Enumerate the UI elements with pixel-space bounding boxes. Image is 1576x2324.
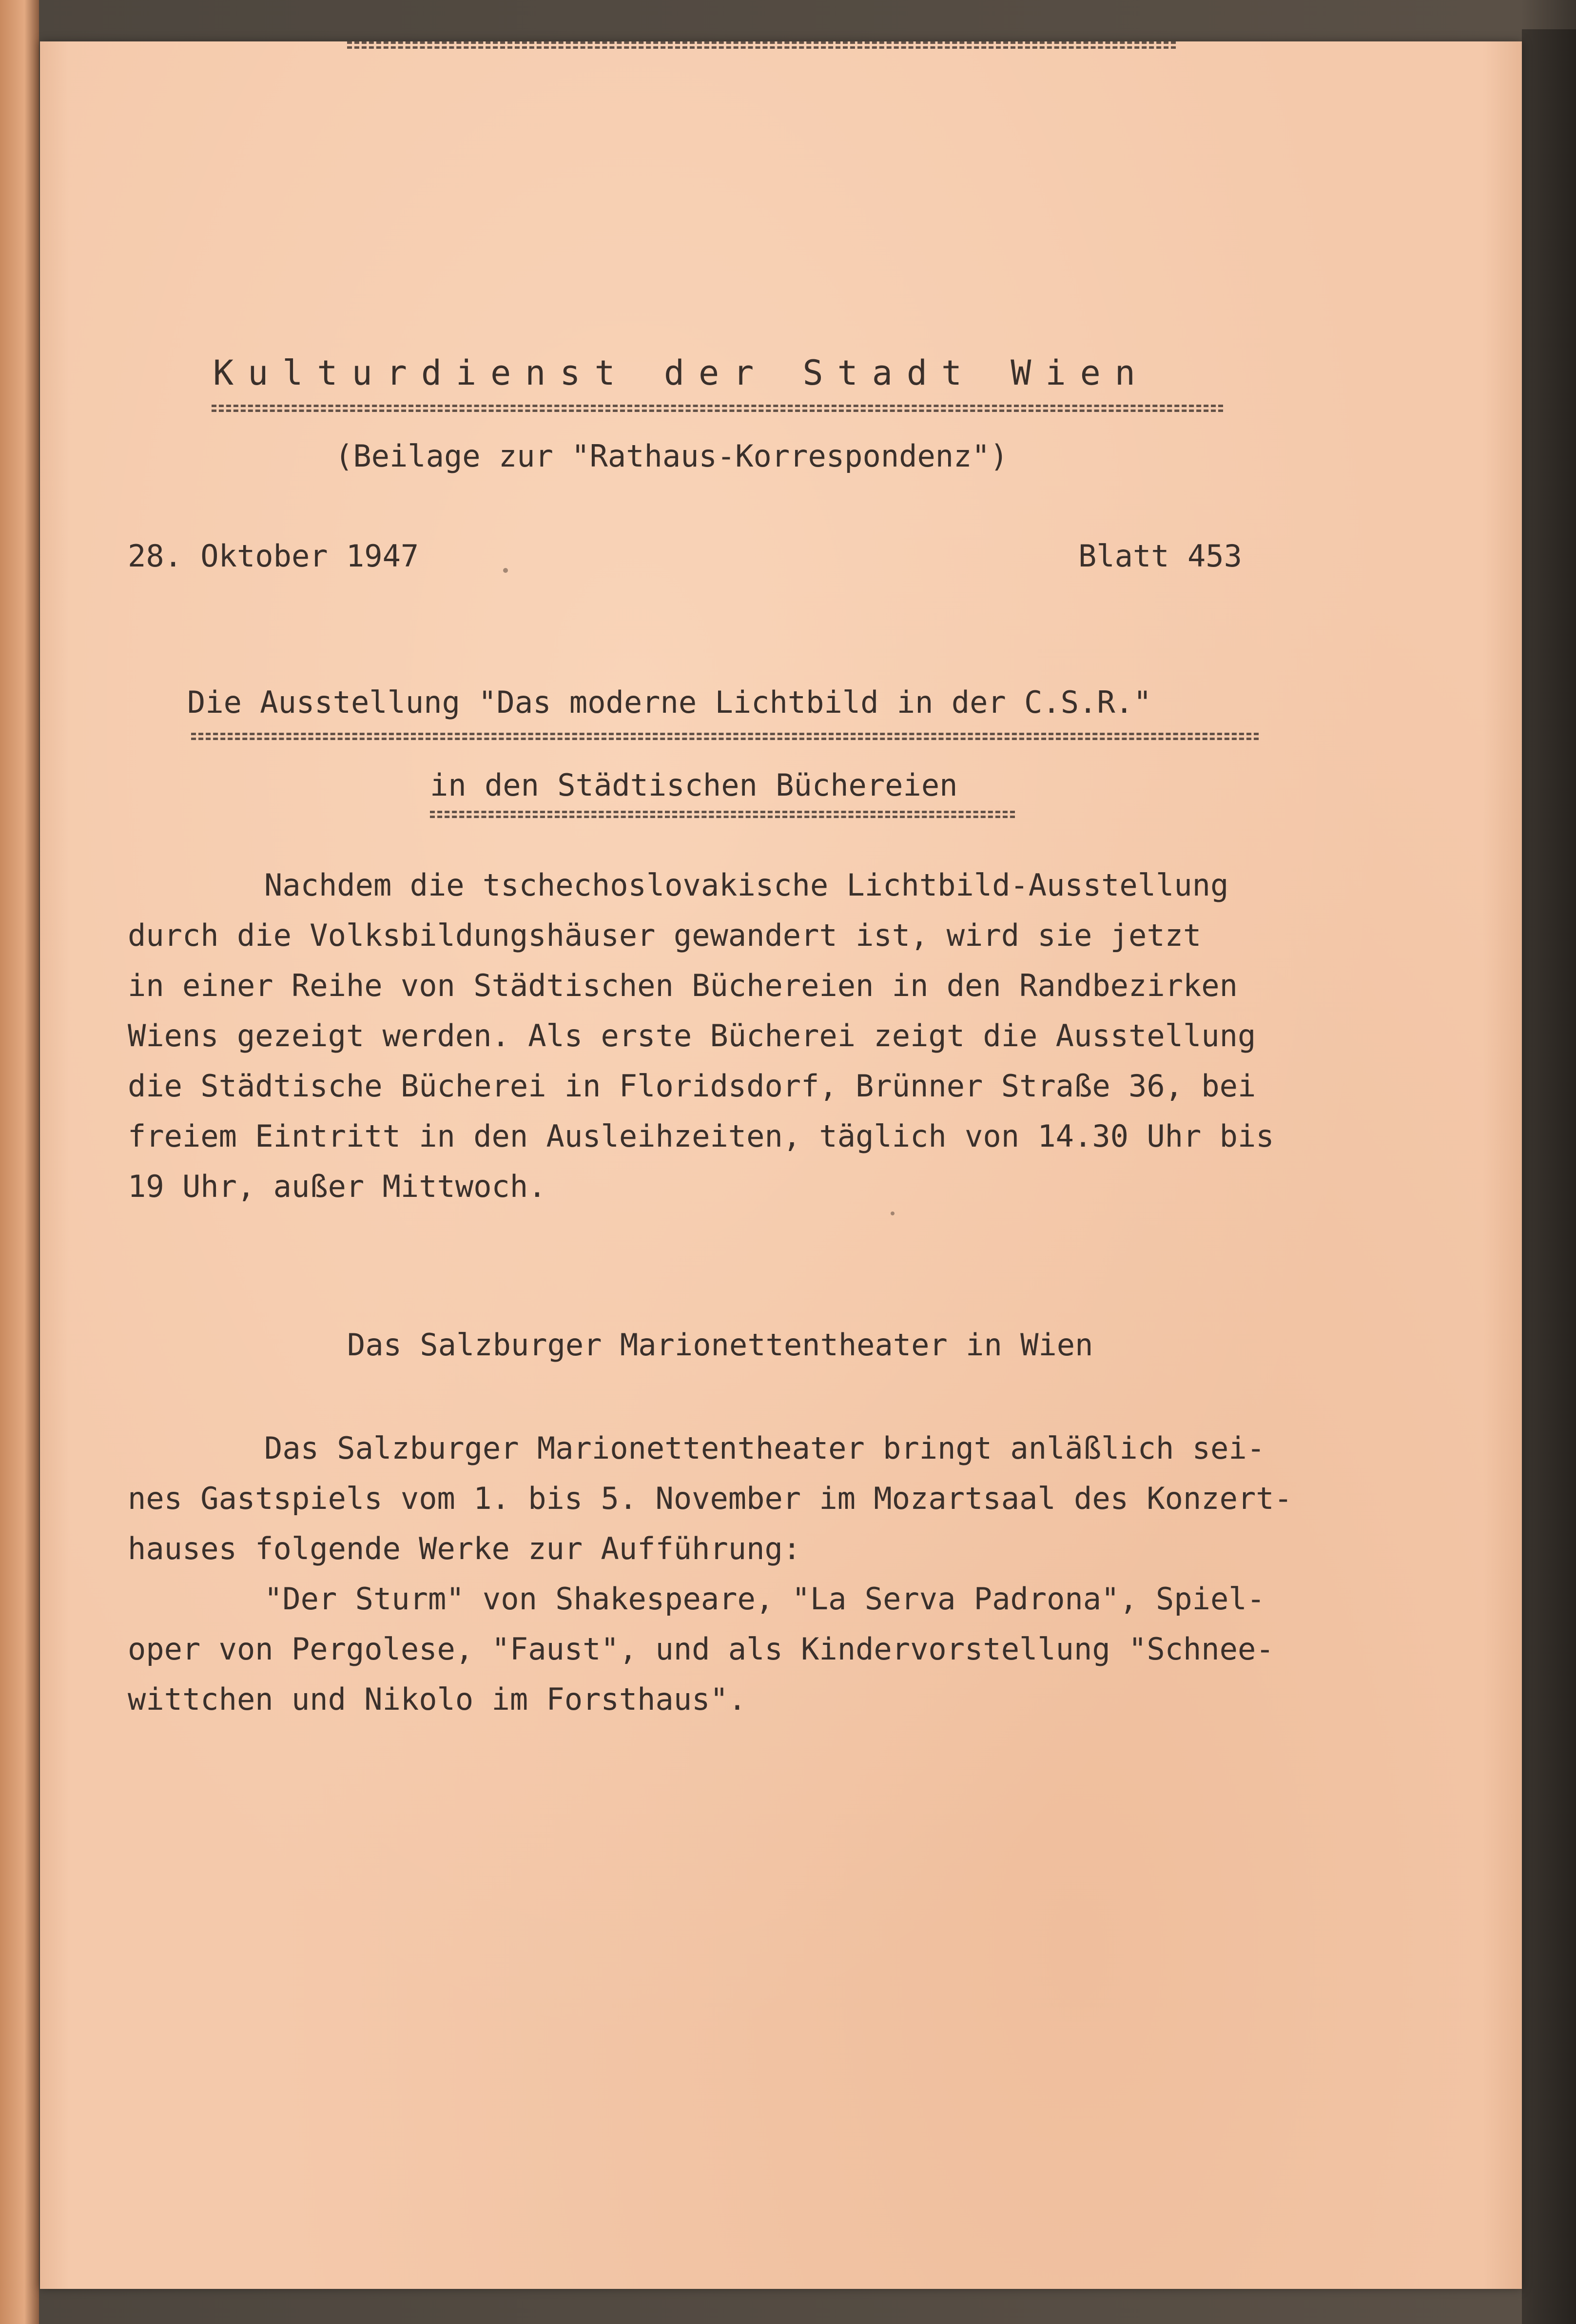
article2-line-4: "Der Sturm" von Shakespeare, "La Serva Padrona", Spiel-: [264, 1581, 1265, 1617]
article2-line-3: hauses folgende Werke zur Aufführung:: [128, 1531, 801, 1566]
article1-line-1: Nachdem die tschechoslovakische Lichtbild-Ausstellung: [264, 867, 1229, 903]
article1-heading-line1-underline: [191, 733, 1259, 740]
header-subtitle: (Beilage zur "Rathaus-Korrespondenz"): [335, 438, 1009, 474]
article1-line-6: freiem Eintritt in den Ausleihzeiten, täglich von 14.30 Uhr bis: [128, 1118, 1274, 1154]
article1-line-5: die Städtische Bücherei in Floridsdorf, Brünner Straße 36, bei: [128, 1068, 1256, 1104]
header-sheet-number: Blatt 453: [1078, 538, 1242, 574]
right-binding-shadow: [1522, 29, 1576, 2324]
article1-heading-line2: in den Städtischen Büchereien: [430, 767, 958, 803]
article2-heading: Das Salzburger Marionettentheater in Wien: [347, 1327, 1093, 1363]
left-page-edge: [0, 0, 39, 2324]
article2-line-2: nes Gastspiels vom 1. bis 5. November im Mozartsaal des Konzert-: [128, 1481, 1292, 1516]
article2-line-6: wittchen und Nikolo im Forsthaus".: [128, 1681, 747, 1717]
document-page: [40, 41, 1522, 2289]
article1-heading-line2-underline: [430, 811, 1015, 818]
article1-line-2: durch die Volksbildungshäuser gewandert ist, wird sie jetzt: [128, 918, 1202, 953]
article2-line-5: oper von Pergolese, "Faust", und als Kindervorstellung "Schnee-: [128, 1631, 1274, 1667]
header-date: 28. Oktober 1947: [128, 538, 419, 574]
article2-heading-underline: [347, 41, 1176, 49]
header-title: Kulturdienst der Stadt Wien: [213, 353, 1149, 393]
header-title-underline: [212, 405, 1223, 412]
stray-period: [503, 568, 508, 573]
article2-line-1: Das Salzburger Marionettentheater bringt anläßlich sei-: [264, 1430, 1265, 1466]
article1-line-3: in einer Reihe von Städtischen Büchereien in den Randbezirken: [128, 968, 1238, 1003]
article1-line-4: Wiens gezeigt werden. Als erste Bücherei zeigt die Ausstellung: [128, 1018, 1256, 1054]
paper-speck: [891, 1211, 895, 1215]
article1-line-7: 19 Uhr, außer Mittwoch.: [128, 1169, 546, 1204]
article1-heading-line1: Die Ausstellung "Das moderne Lichtbild in der C.S.R.": [187, 684, 1152, 720]
